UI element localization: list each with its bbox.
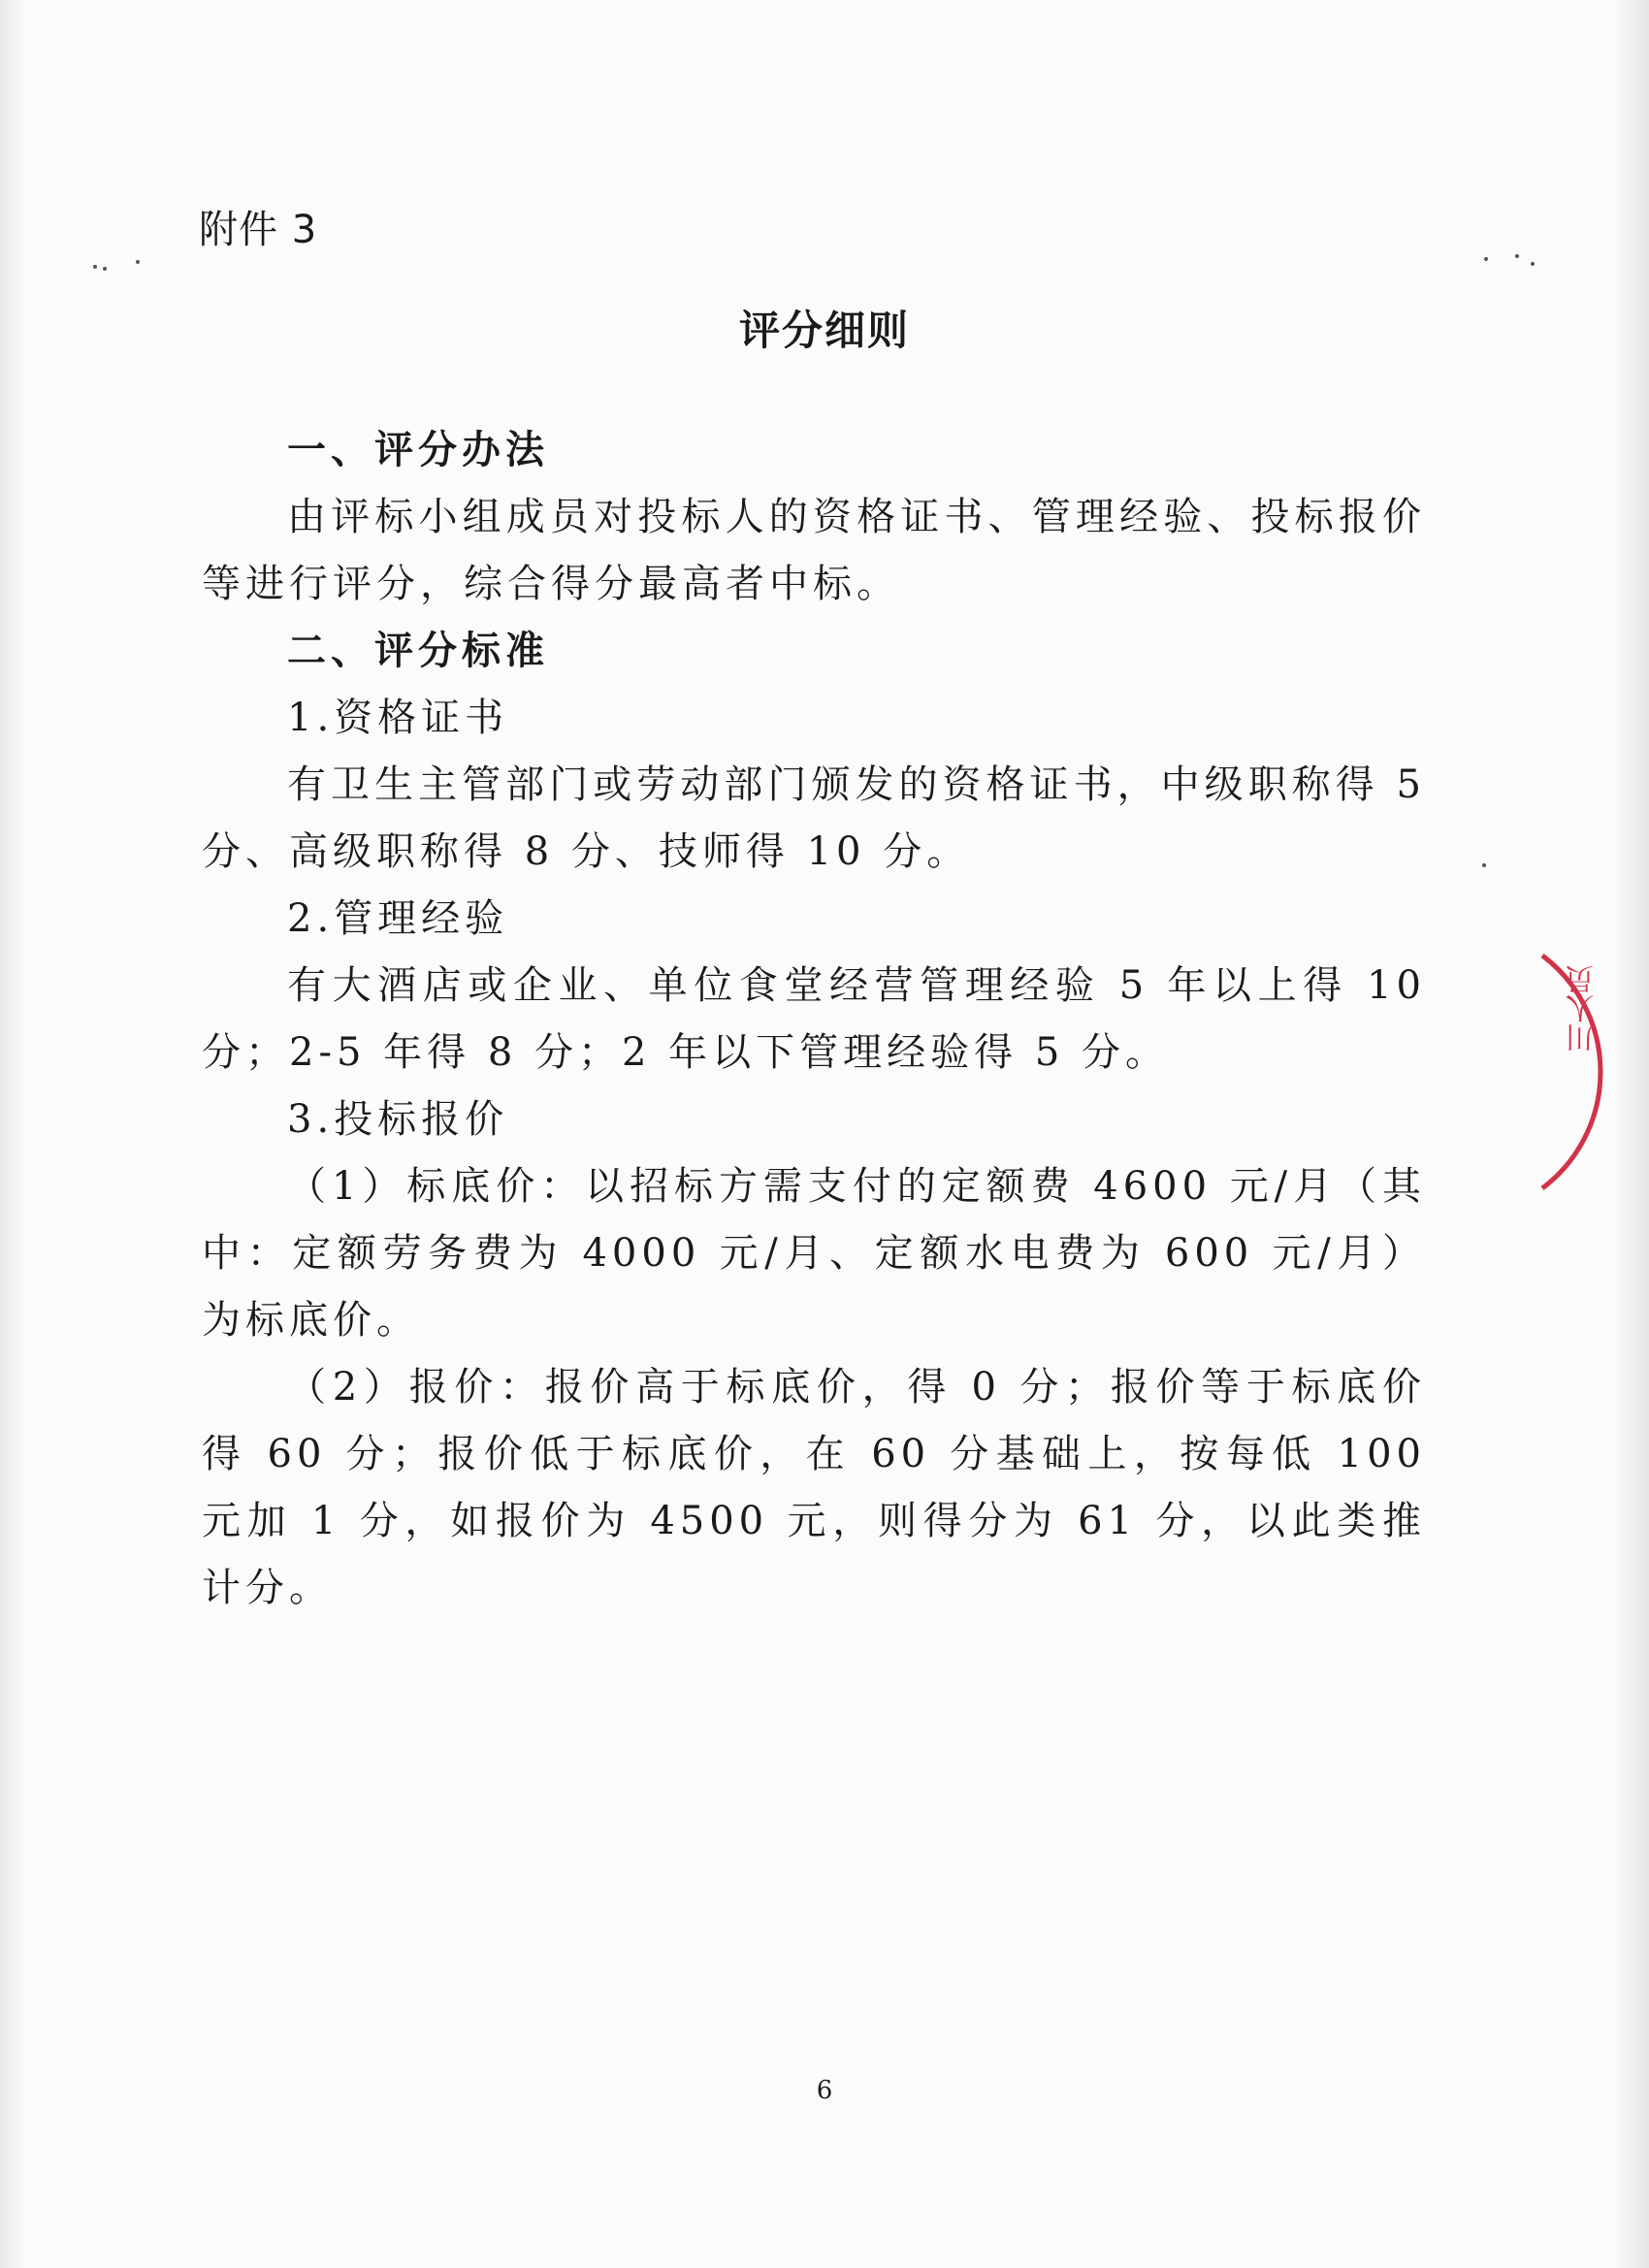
scoring-method-paragraph: 由评标小组成员对投标人的资格证书、管理经验、投标报价等进行评分，综合得分最高者中标。 (202, 495, 1426, 606)
document-body (202, 417, 1426, 1622)
scan-speck (93, 265, 97, 269)
scan-speck (1515, 254, 1519, 258)
management-experience-paragraph: 有大酒店或企业、单位食堂经营管理经验 5 年以上得 10 分；2-5 年得 8 分；2 年以下管理经验得 5 分。 (202, 963, 1426, 1075)
bid-price-scoring-paragraph: （2）报价：报价高于标底价，得 0 分；报价等于标底价得 60 分；报价低于标底价，在 60 分基础上，按每低 100 元加 1 分，如报价为 4500 元，则得分为 61 分，以此类推计分。 (202, 1365, 1426, 1610)
seal-text: 川人员 (1566, 965, 1600, 1053)
scan-speck (1484, 257, 1488, 261)
qualification-paragraph: 有卫生主管部门或劳动部门颁发的资格证书，中级职称得 5 分、高级职称得 8 分、技师得 10 分。 (202, 762, 1426, 874)
scan-speck (136, 260, 140, 264)
page-number: 6 (816, 2076, 833, 2105)
attachment-label: 附件 3 (199, 208, 318, 252)
red-seal-stamp (1533, 946, 1620, 1198)
subheading-management-experience: 2.管理经验 (287, 896, 509, 941)
document-title: 评分细则 (738, 307, 910, 354)
scan-speck (1482, 863, 1486, 867)
bid-price-base-paragraph: （1）标底价：以招标方需支付的定额费 4600 元/月（其中：定额劳务费为 4000 元/月、定额水电费为 600 元/月）为标底价。 (202, 1164, 1426, 1343)
section-heading-scoring-method: 一、评分办法 (287, 428, 549, 472)
scan-speck (1531, 262, 1535, 266)
section-heading-scoring-criteria: 二、评分标准 (287, 629, 549, 673)
scan-speck (103, 267, 107, 271)
subheading-bid-price: 3.投标报价 (287, 1097, 509, 1142)
subheading-qualification: 1.资格证书 (287, 696, 509, 740)
